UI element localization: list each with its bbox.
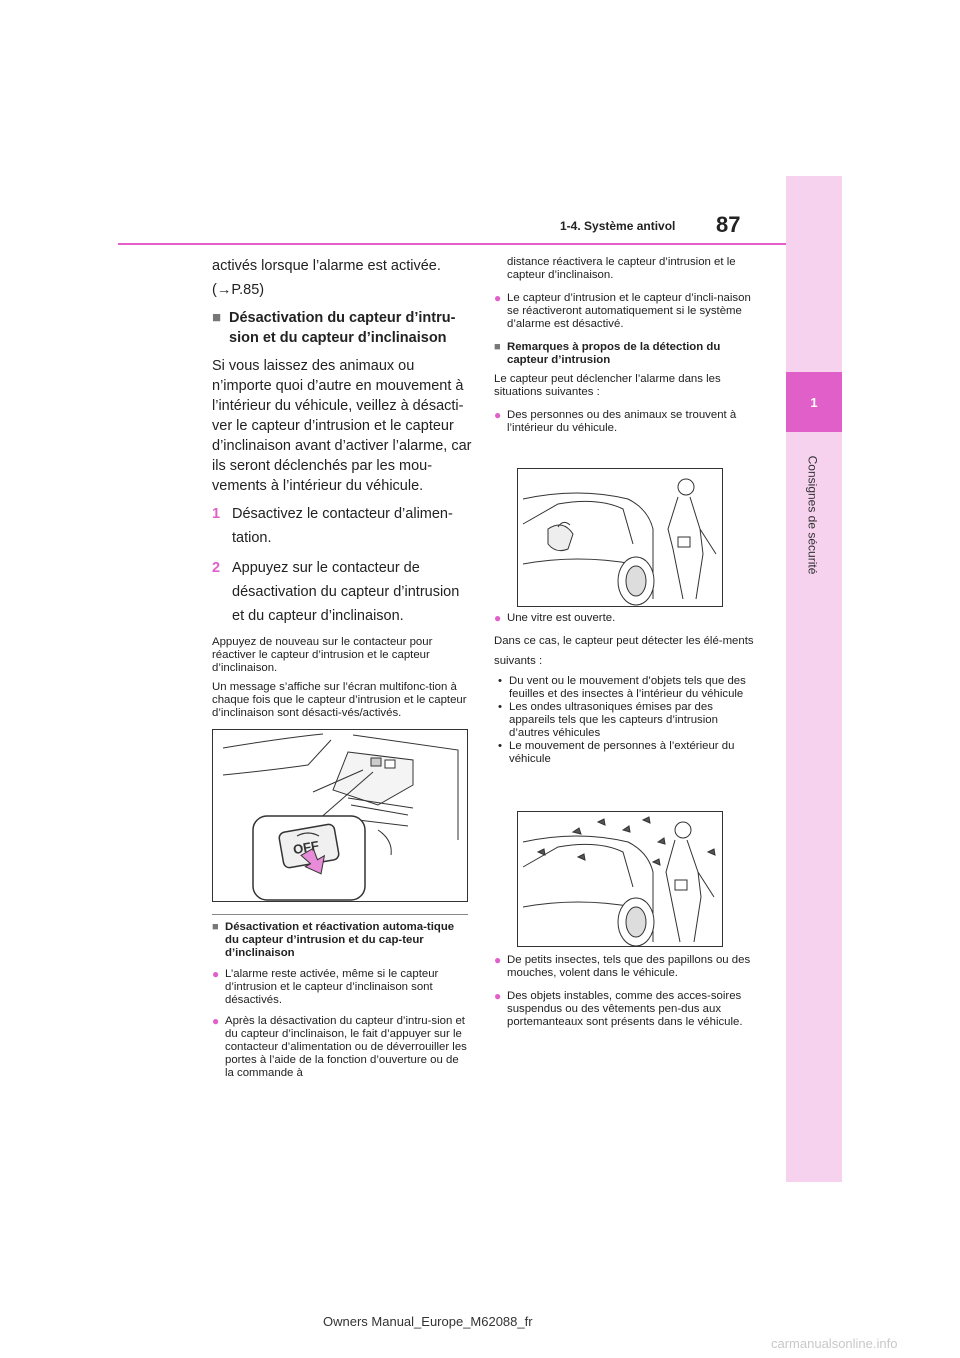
chapter-number: 1	[786, 372, 842, 432]
dash-item-wind: • Du vent ou le mouvement d’objets tels que des feuilles et des insectes à l’intérieur du véhicule	[498, 675, 746, 700]
paragraph-deactivation: Si vous laissez des animaux ou n’importe quoi d’autre en mouvement à l’intérieur du véhicule, veillez à désacti-ver le capteur d’intrusion et le capteur d’inclinaison avant d’activer l’alarme, car ils seront déclenchés par les mou-vements à l’intérieur du véhicule.	[212, 358, 472, 494]
right-column	[494, 256, 756, 435]
step-2: 2 Appuyez sur le contacteur de désactivation du capteur d’intrusion et du capteur d’inclinaison.	[212, 560, 460, 624]
heading-auto-reactivation: ■ Désactivation et réactivation automa-tique du capteur d’intrusion et du cap-teur d’inclinaison	[212, 921, 455, 959]
section-divider	[212, 914, 468, 915]
bullet-dot-icon: ●	[494, 989, 502, 1003]
square-bullet-icon: ■	[212, 921, 219, 933]
bullet-dot-icon: ●	[494, 408, 502, 422]
square-bullet-icon: ■	[494, 341, 501, 353]
bullet-dot-icon: ●	[494, 953, 502, 967]
bullet-dot-icon: ●	[212, 1014, 220, 1028]
section-title: 1-4. Système antivol	[560, 219, 676, 233]
bullet-people-animals: ● Des personnes ou des animaux se trouvent à l’intérieur du véhicule.	[494, 408, 737, 434]
bullet-after-deactivation: ● Après la désactivation du capteur d’intru-sion et du capteur d’inclinaison, le fait d’appuyer sur le contacteur d’alimentation ou de déverrouiller les portes à l’aide de la fonction d’ouverture ou de la commande à	[212, 1014, 467, 1079]
dash-item-ultrasonic: • Les ondes ultrasoniques émises par des appareils tels que les capteurs d’intrusion d’autres véhicules	[498, 701, 718, 739]
figure-dog-in-car	[517, 468, 723, 607]
bullet-auto-reactivate: ● Le capteur d’intrusion et le capteur d’incli-naison se réactiveront automatiquement si le système d’alarme est désactivé.	[494, 291, 751, 330]
chapter-label: Consignes de sécurité	[805, 455, 820, 575]
note-message: Un message s’affiche sur l’écran multifonc-tion à chaque fois que le capteur d’intrusion et le capteur d’inclinaison sont désacti-vés/activés.	[212, 681, 467, 719]
bullet-alarm-remains: ● L’alarme reste activée, même si le capteur d’intrusion et le capteur d’inclinaison sont désactivés.	[212, 967, 439, 1006]
figure-console-button	[212, 729, 468, 902]
intro-text: activés lorsque l’alarme est activée.	[212, 258, 441, 274]
chapter-side-tab	[786, 176, 842, 1182]
bullet-insects: ● De petits insectes, tels que des papillons ou des mouches, volent dans le véhicule.	[494, 953, 751, 979]
page-number: 87	[716, 212, 741, 237]
continued-text: distance réactivera le capteur d’intrusion et le capteur d’inclinaison.	[507, 256, 736, 281]
heading-remarks: ■ Remarques à propos de la détection du capteur d’intrusion	[494, 341, 721, 366]
left-column	[212, 256, 474, 720]
bullet-dot-icon: ●	[212, 967, 220, 981]
dash-item-people-outside: • Le mouvement de personnes à l’extérieur du véhicule	[498, 740, 735, 765]
bullet-dot-icon: ●	[494, 611, 502, 625]
step-1: 1 Désactivez le contacteur d’alimen-tation.	[212, 506, 453, 546]
off-button-label: OFF	[291, 837, 321, 858]
bullet-unstable-objects: ● Des objets instables, comme des acces-soires suspendus ou des vêtements pen-dus aux portemanteaux sont présents dans le véhicule.	[494, 989, 743, 1028]
right-column-mid	[494, 612, 756, 766]
note-reactivate: Appuyez de nouveau sur le contacteur pour réactiver le capteur d’intrusion et le capteur d’inclinaison.	[212, 636, 433, 674]
heading-deactivation: ■ Désactivation du capteur d’intru-sion et du capteur d’inclinaison	[212, 309, 456, 346]
right-column-lower	[494, 954, 756, 1029]
paragraph-situations: Le capteur peut déclencher l’alarme dans les situations suivantes :	[494, 373, 721, 398]
console-illustration	[213, 730, 469, 903]
header-rule	[118, 243, 786, 245]
figure-leaves-window	[517, 811, 723, 947]
dog-car-illustration	[518, 469, 724, 608]
square-bullet-icon: ■	[212, 309, 222, 326]
paragraph-elements: Dans ce cas, le capteur peut détecter les élé-ments suivants :	[494, 635, 754, 667]
bullet-dot-icon: ●	[494, 291, 502, 305]
bullet-window-open: ● Une vitre est ouverte.	[494, 611, 616, 625]
leaves-car-illustration	[518, 812, 724, 948]
page-reference: (→P.85)	[212, 282, 265, 298]
footer-doc-id: Owners Manual_Europe_M62088_fr	[323, 1314, 533, 1329]
watermark: carmanualsonline.info	[771, 1336, 898, 1351]
left-column-lower	[212, 914, 468, 1080]
